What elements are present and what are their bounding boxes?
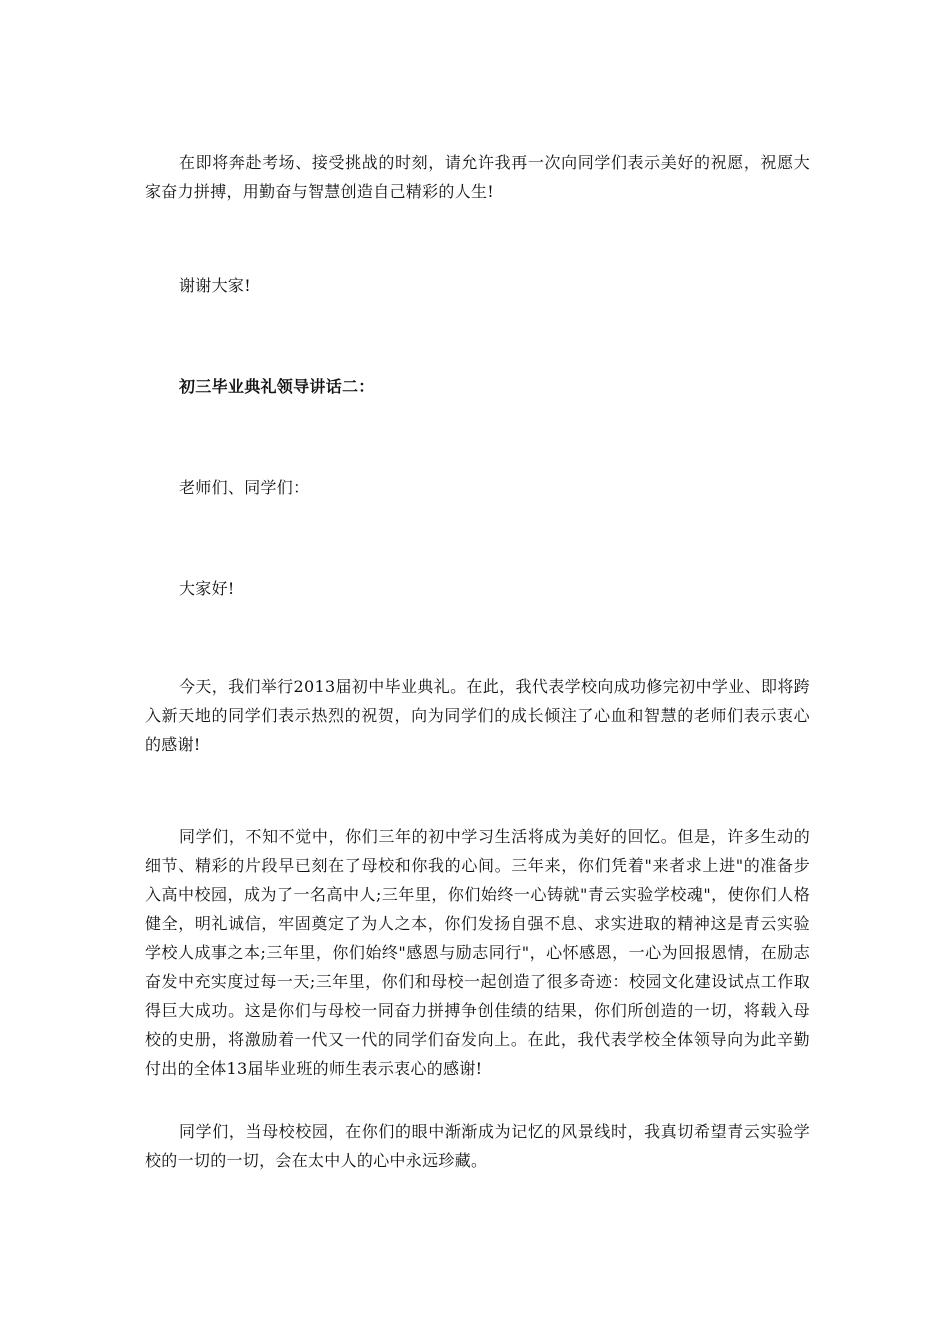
paragraph-ceremony-intro: 今天，我们举行2013届初中毕业典礼。在此，我代表学校向成功修完初中学业、即将跨入新天地的同学们表示热烈的祝贺，向为同学们的成长倾注了心血和智慧的老师们表示衷心的感谢!	[145, 677, 810, 754]
paragraph-closing-wishes: 在即将奔赴考场、接受挑战的时刻，请允许我再一次向同学们表示美好的祝愿，祝愿大家奋力拼搏，用勤奋与智慧创造自己精彩的人生!	[145, 153, 810, 201]
paragraph-memories: 同学们，当母校校园，在你们的眼中渐渐成为记忆的风景线时，我真切希望青云实验学校的一切的一切，会在太中人的心中永远珍藏。	[145, 1122, 810, 1170]
paragraph-three-years: 同学们，不知不觉中，你们三年的初中学习生活将成为美好的回忆。但是，许多生动的细节、精彩的片段早已刻在了母校和你我的心间。三年来，你们凭着"来者求上进"的准备步入高中校园，成为了一名高中人;三年里，你们始终一心铸就"青云实验学校魂"，使你们人格健全，明礼诚信，牢固奠定了为人之本，你们发扬自强不息、求实进取的精神这是青云实验学校人成事之本;三年里，你们始终"感恩与励志同行"，心怀感恩，一心为回报恩情，在励志奋发中充实度过每一天;三年里，你们和母校一起创造了很多奇迹：校园文化建设试点工作取得巨大成功。这是你们与母校一同奋力拼搏争创佳绩的结果，你们所创造的一切，将载入母校的史册，将激励着一代又一代的同学们奋发向上。在此，我代表学校全体领导向为此辛勤付出的全体13届毕业班的师生表示衷心的感谢!	[145, 827, 810, 1078]
salutation: 老师们、同学们：	[179, 478, 310, 497]
paragraph-thanks: 谢谢大家!	[179, 276, 251, 295]
greeting: 大家好!	[179, 579, 235, 598]
section-heading: 初三毕业典礼领导讲话二：	[179, 377, 375, 396]
